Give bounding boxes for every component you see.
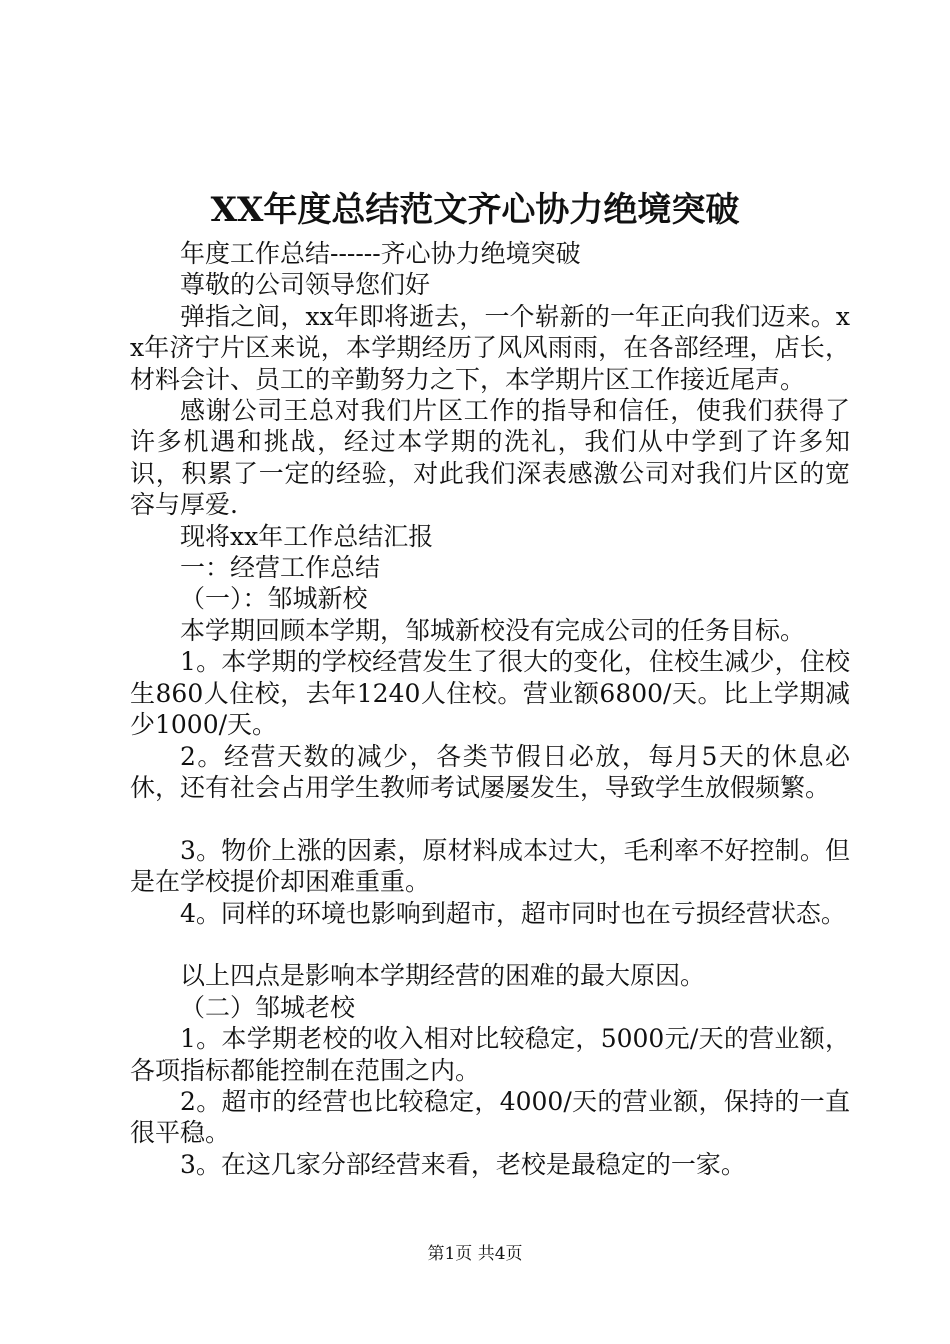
- paragraph-report-lead: 现将xx年工作总结汇报: [180, 521, 434, 551]
- list-item-old-campus-3: 3。在这几家分部经营来看，老校是最稳定的一家。: [180, 1149, 746, 1179]
- list-item-new-campus-2: 2。经营天数的减少，各类节假日必放，每月5天的休息必休，还有社会占用学生教师考试屡屡发生，导致学生放假频繁。: [130, 741, 850, 802]
- list-item-old-campus-2: 2。超市的经营也比较稳定，4000/天的营业额，保持的一直很平稳。: [130, 1086, 850, 1148]
- subsection-heading-old-campus: （二）邹城老校: [180, 992, 356, 1022]
- page-number-footer: 第1页 共4页: [427, 1244, 523, 1264]
- paragraph-salutation: 尊敬的公司领导您们好: [180, 270, 431, 300]
- paragraph-new-campus-review: 本学期回顾本学期，邹城新校没有完成公司的任务目标。: [180, 615, 806, 645]
- paragraph-new-campus-conclusion: 以上四点是影响本学期经营的困难的最大原因。: [180, 961, 706, 991]
- list-item-new-campus-3: 3。物价上涨的因素，原材料成本过大，毛利率不好控制。但是在学校提价却困难重重。: [130, 835, 850, 897]
- list-item-new-campus-4: 4。同样的环境也影响到超市，超市同时也在亏损经营状态。: [180, 898, 846, 928]
- document-title: XX年度总结范文齐心协力绝境突破: [210, 190, 740, 230]
- paragraph-intro: 弹指之间，xx年即将逝去，一个崭新的一年正向我们迈来。xx年济宁片区来说，本学期经历了风风雨雨，在各部经理，店长，材料会计、员工的辛勤努力之下，本学期片区工作接近尾声。: [130, 301, 850, 394]
- paragraph-thanks: 感谢公司王总对我们片区工作的指导和信任，使我们获得了许多机遇和挑战，经过本学期的洗礼，我们从中学到了许多知识，积累了一定的经验，对此我们深表感激公司对我们片区的宽容与厚爱.: [130, 396, 850, 520]
- list-item-old-campus-1: 1。本学期老校的收入相对比较稳定，5000元/天的营业额，各项指标都能控制在范围之内。: [130, 1024, 850, 1085]
- document-body: [130, 238, 850, 1180]
- subsection-heading-new-campus: （一）：邹城新校: [180, 584, 368, 614]
- list-item-new-campus-1: 1。本学期的学校经营发生了很大的变化，住校生减少，住校生860人住校，去年1240人住校。营业额6800/天。比上学期减少1000/天。: [130, 647, 850, 740]
- paragraph-subtitle: 年度工作总结------齐心协力绝境突破: [180, 239, 581, 268]
- section-heading-operations: 一：经营工作总结: [180, 553, 381, 583]
